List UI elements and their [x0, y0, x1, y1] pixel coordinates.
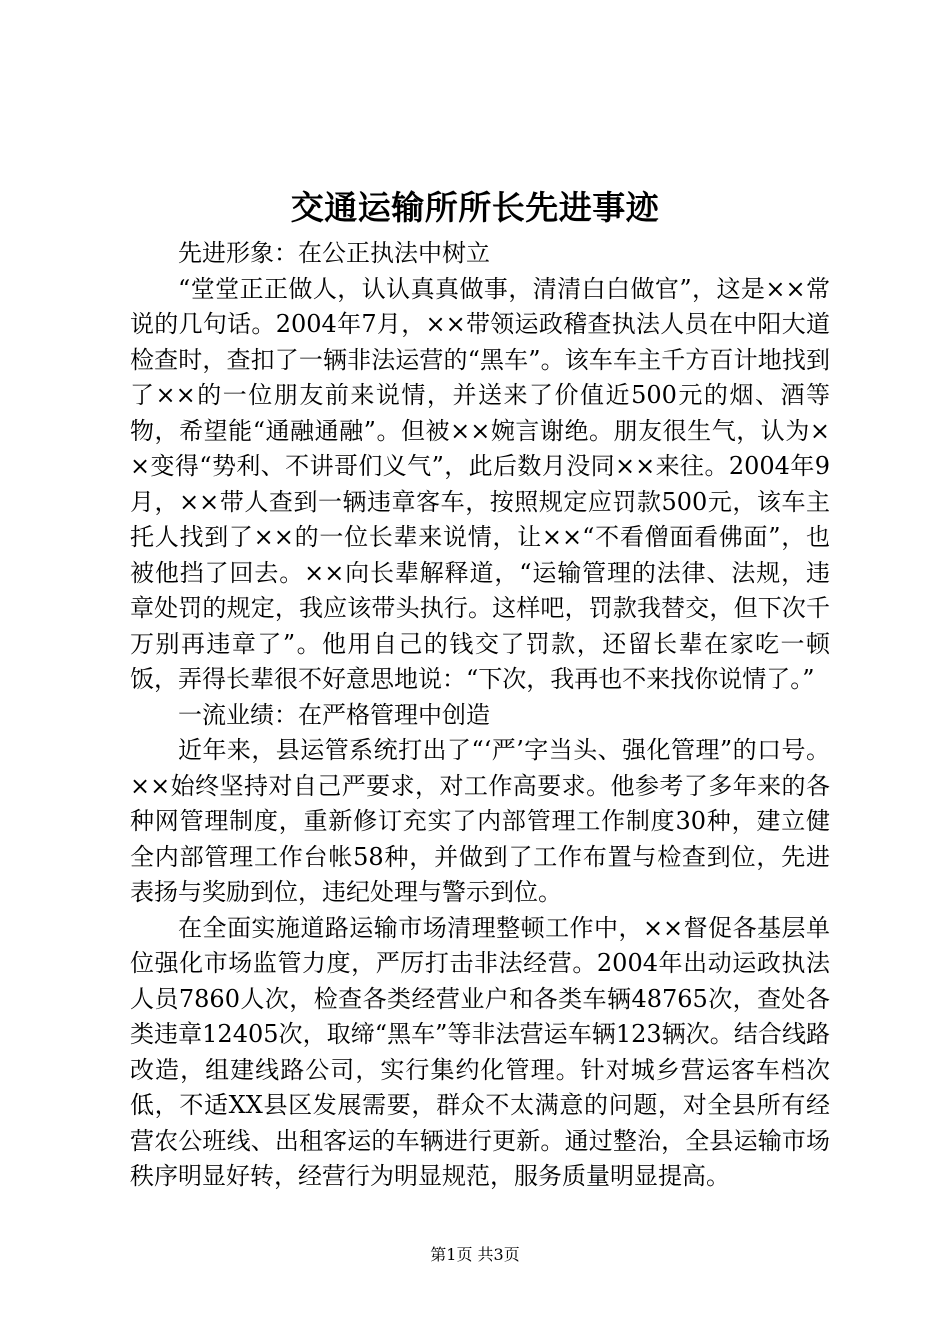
section-heading-performance: 一流业绩：在严格管理中创造: [178, 700, 490, 729]
body-paragraph: “堂堂正正做人，认认真真做事，清清白白做官”，这是××常说的几句话。2004年7月，××带领运政稽查执法人员在中阳大道检查时，查扣了一辆非法运营的“黑车”。该车车主千方百计地找到了××的一位朋友前来说情，并送来了价值近500元的烟、酒等物，希望能“通融通融”。但被××婉言谢绝。朋友很生气，认为××变得“势利、不讲哥们义气”，此后数月没同××来往。2004年9月，××带人查到一辆违章客车，按照规定应罚款500元，该车主托人找到了××的一位长辈来说情，让××“不看僧面看佛面”，也被他挡了回去。××向长辈解释道，“运输管理的法律、法规，违章处罚的规定，我应该带头执行。这样吧，罚款我替交，但下次千万别再违章了”。他用自己的钱交了罚款，还留长辈在家吃一顿饭，弄得长辈很不好意思地说：“下次，我再也不来找你说情了。”: [130, 274, 830, 693]
body-paragraph: 近年来，县运管系统打出了“‘严’字当头、强化管理”的口号。××始终坚持对自己严要求，对工作高要求。他参考了多年来的各种网管理制度，重新修订充实了内部管理工作制度30种，建立健全内部管理工作台帐58种，并做到了工作布置与检查到位，先进表扬与奖励到位，违纪处理与警示到位。: [130, 736, 830, 906]
section-heading-image: 先进形象：在公正执法中树立: [178, 239, 490, 267]
body-paragraph: 在全面实施道路运输市场清理整顿工作中，××督促各基层单位强化市场监管力度，严厉打击非法经营。2004年出动运政执法人员7860人次，检查各类经营业户和各类车辆48765次，查处各类违章12405次，取缔“黑车”等非法营运车辆123辆次。结合线路改造，组建线路公司，实行集约化管理。针对城乡营运客车档次低，不适XX县区发展需要，群众不太满意的问题，对全县所有经营农公班线、出租客运的车辆进行更新。通过整治，全县运输市场秩序明显好转，经营行为明显规范，服务质量明显提高。: [130, 913, 830, 1190]
document-title: 交通运输所所长先进事迹: [290, 188, 660, 227]
page-footer: 第1页 共3页: [430, 1245, 520, 1264]
document-body: [130, 236, 830, 1195]
